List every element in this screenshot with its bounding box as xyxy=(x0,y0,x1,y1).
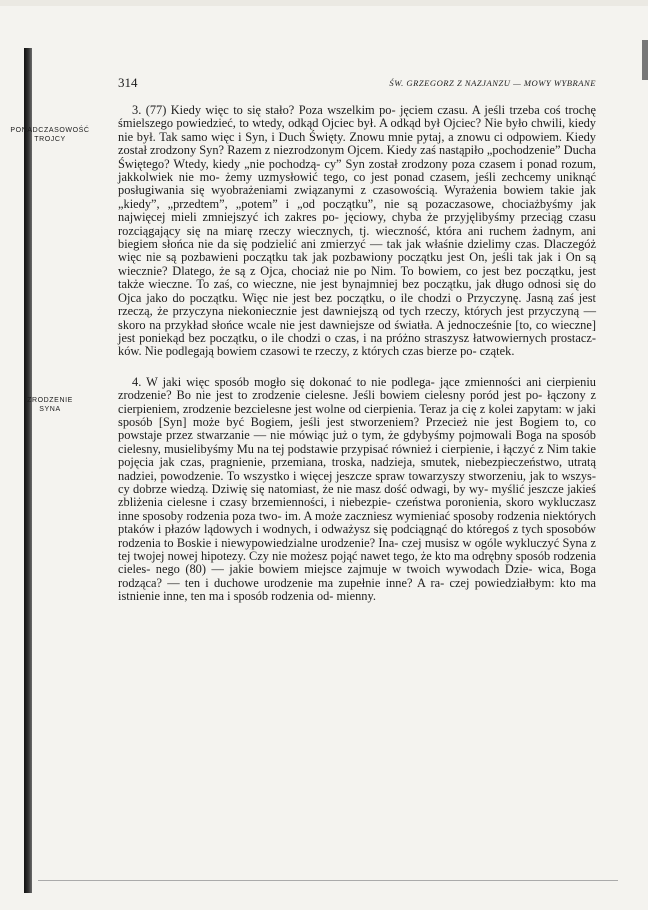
margin-note-text: ZRODZENIE SYNA xyxy=(27,396,73,413)
scan-corner-mark xyxy=(642,40,648,80)
margin-note-text: PONADCZASOWOŚĆ TROJCY xyxy=(10,127,90,143)
paragraph-3: 3. (77) Kiedy więc to się stało? Poza wszelkim po- jęciem czasu. A jeśli trzeba coś trochę śmielszego powiedzieć, to wtedy, odkąd Ojciec był. A odkąd był Ojciec? Nie było chwili, kiedy nie był. Tak samo więc i Syn, i Duch Święty. Znowu mnie pytaj, a znowu ci odpowiem. Kiedy został zrodzony Syn? Razem z niezrodzonym Ojcem. Kiedy zaś nastąpiło „pochodzenie” Ducha Świętego? Wtedy, kiedy „nie pochodzą- cy” Syn został zrodzony poza czasem i ponad rozum, jakkolwiek nie mo- żemy uzmysłowić tego, co jest ponad czasem, jeśli zechcemy uniknąć posługiwania się wyobrażeniami związanymi z czasowością. Wyrażenia bowiem takie jak „kiedy”, „przedtem”, „potem” i „od początku”, nie są pozaczasowe, chociażbyśmy jak najwięcej mieli zmniejszyć ich zakres po- jęciowy, chyba że przyjęlibyśmy przeciąg czasu rozciągający się na miarę rzeczy wiecznych, tj. wieczność, która ani ruchem żadnym, ani biegiem słońca nie da się podzielić ani zmierzyć — tak jak właśnie dzielimy czas. Dlaczegóż więc nie są pozbawieni początku tak jak pozbawiony początku jest On, jeśli tak jak i On są wiecznie? Dlatego, że są z Ojca, chociaż nie po Nim. To bowiem, co jest bez początku, jest także wieczne. To zaś, co wieczne, nie jest bynajmniej bez początku, jak długo odnosi się do Ojca jako do początku. Więc nie jest bez początku, o ile chodzi o Przyczynę. Jasną zaś jest rzeczą, że przyczyna niekoniecznie jest dawniejszą od tych rzeczy, których jest przyczyną — skoro na przykład słońce wcale nie jest dawniejsze od światła. A jednocześnie [to, co wieczne] jest poniekąd bez początku, o ile chodzi o czas, i na próżno straszysz łatwowiernych prostacz- ków. Nie podlegają bowiem czasowi te rzeczy, z których czas bierze po- czątek. xyxy=(118,103,596,359)
margin-note-ponadczasowosc xyxy=(0,126,100,144)
running-title: ŚW. GRZEGORZ Z NAZJANZU — MOWY WYBRANE xyxy=(389,78,596,88)
paragraph-4: 4. W jaki więc sposób mogło się dokonać to nie podlega- jące zmienności ani cierpieniu zrodzenie? Bo nie jest to zrodzenie cielesne. Jeśli bowiem cielesny poród jest po- łączony z cierpieniem, zrodzenie bezcielesne jest wolne od cierpienia. Teraz ja cię z kolei zapytam: w jaki sposób [Syn] może być Bogiem, jeśli jest stworzeniem? Przecież nie jest Bogiem to, co powstaje przez stwarzanie — nie mówiąc już o tym, że gdybyśmy pojmowali Boga na sposób cielesny, musielibyśmy Mu na tej podstawie przypisać również i cierpienie, i łączyć z Nim takie pojęcia jak czas, pragnienie, przemiana, troska, nadzieja, smutek, niebezpieczeństwo, utratą nadziei, powodzenie. To wszystko i więcej jeszcze spraw towarzyszy stworzeniu, jak to wszys- cy dobrze wiedzą. Dziwię się natomiast, że nie masz dość odwagi, by wy- myślić jeszcze jakieś zbliżenia cielesne i czasy brzemienności, i niebezpie- czeństwa poronienia, skoro wykluczasz inne sposoby rodzenia poza two- im. A może zaczniesz wymieniać sposoby rodzenia niektórych ptaków i płazów lądowych i wodnych, i odważysz się podciągnąć do któregoś z tych sposobów rodzenia to Boskie i niewypowiedzialne urodzenie? Ina- czej musisz w ogóle wykluczyć Syna z tej twojej nowej hipotezy. Czy nie możesz pojąć nawet tego, że kto ma odrębny sposób rodzenia cieles- nego (80) — jakie bowiem miejsce zajmuje w twoich wywodach Dzie- wica, Boga rodząca? — ten i duchowe urodzenie ma zupełnie inne? A ra- czej powiedziałbym: kto ma istnienie inne, ten ma i sposób rodzenia od- mienny. xyxy=(118,374,596,604)
page-number: 314 xyxy=(118,75,138,90)
margin-note-zrodzenie xyxy=(0,396,100,414)
binding-shadow xyxy=(24,48,32,893)
section-zrodzenie xyxy=(27,374,596,604)
section-ponadczasowosc xyxy=(10,103,596,359)
body-text xyxy=(10,103,596,604)
page-header xyxy=(118,75,596,91)
page-bottom-rule xyxy=(38,880,618,881)
page-top-edge xyxy=(0,0,648,6)
paragraph-gap xyxy=(118,359,596,376)
